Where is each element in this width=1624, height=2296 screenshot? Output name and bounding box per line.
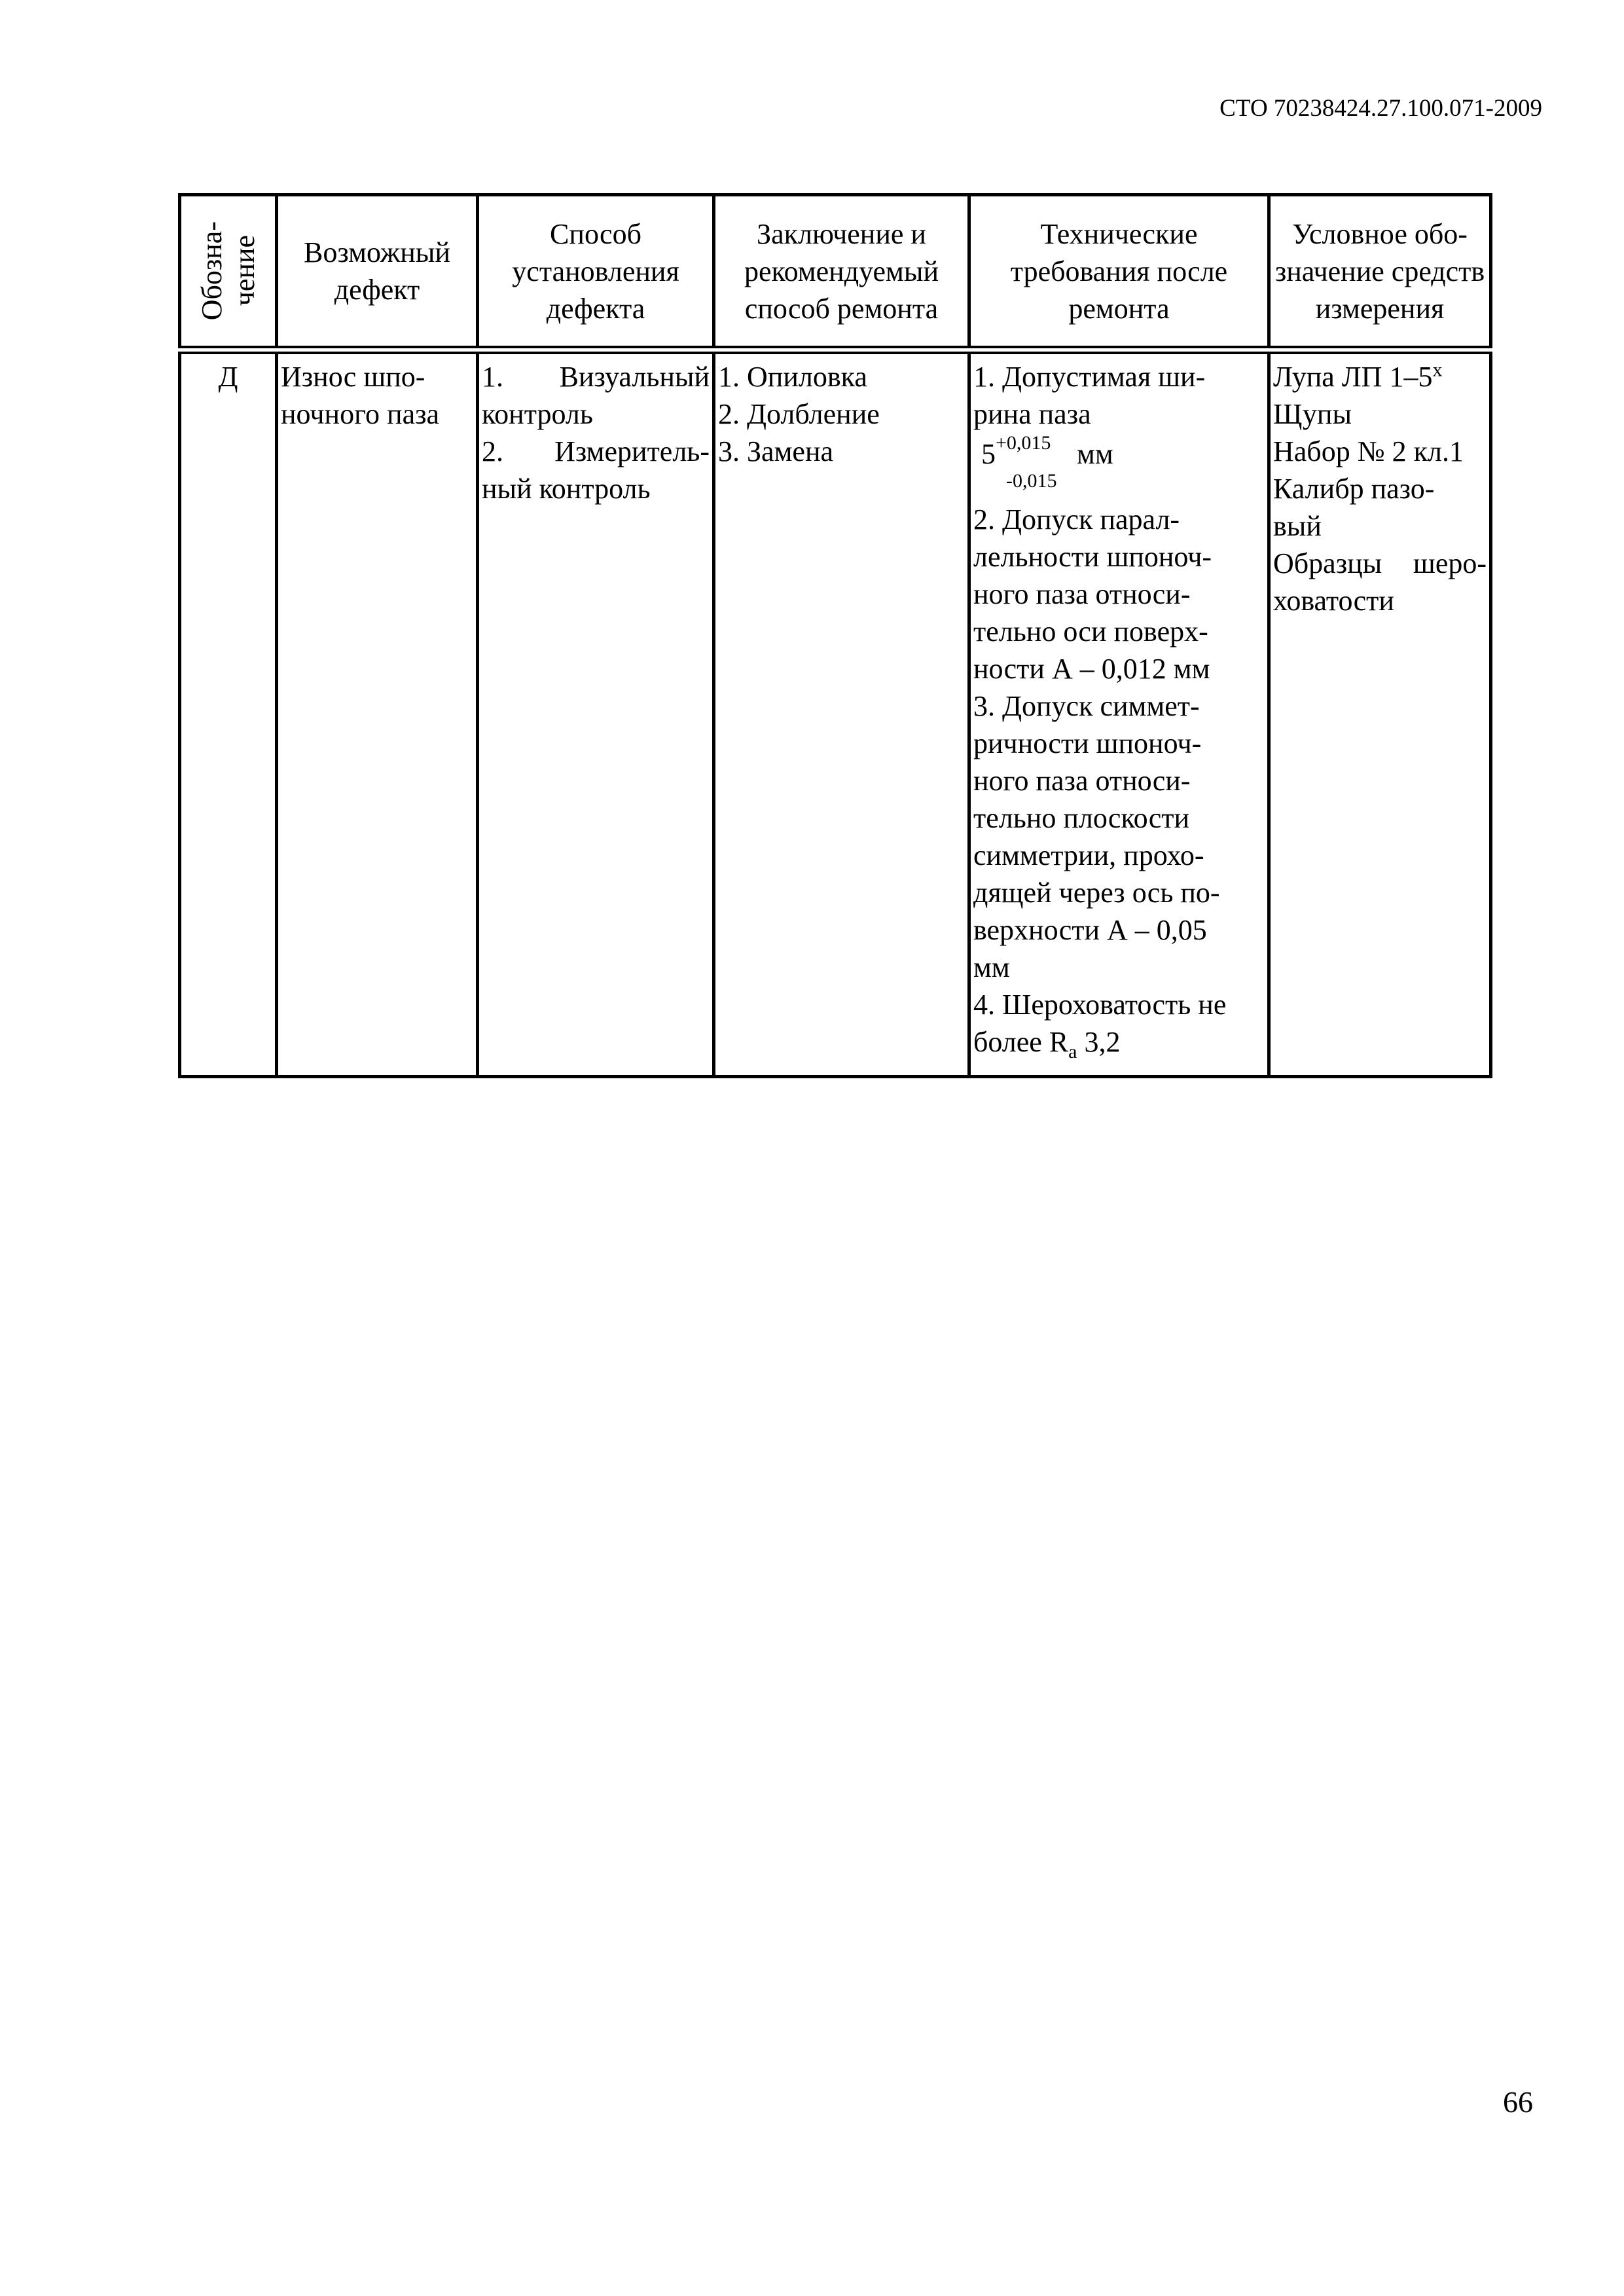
column-header-code: Обозна- чение [180,195,277,350]
document-code: СТО 70238424.27.100.071-2009 [1219,95,1542,122]
cell-instruments: Лупа ЛП $1-5^х$ Щупы Набор № 2 кл.1 Калибр пазо- вый Образцы шеро- ховатости [1269,350,1491,1077]
table-header-row [180,195,1491,350]
cell-defect: Износ шпо- ночного паза [277,350,478,1077]
cell-detection: 1. Визуальный контроль 2. Измеритель- ный контроль [478,350,714,1077]
defects-table [178,193,1492,1078]
column-header-remedy: Заключение и рекомендуемый способ ремонта [714,195,969,350]
table-row [180,350,1491,1077]
cell-requirements: 1. Допустимая ши- рина паза 5 +0,015 -0,015 мм 2. Допуск парал- лельности шпоноч- ного паза относи- тельно оси поверх- ности А – 0,012 мм 3. Допуск симмет- ричности шпоноч- ного паза относи- тельно плоскости симметрии, прохо- дящей через ось по- верхности А – 0,05 мм 4. Шероховатость не более $R_a$ 3,2 [969,350,1269,1077]
column-header-requirements: Технические требования после ремонта [969,195,1269,350]
roughness-line: более $R_a$ 3,2 [973,1026,1121,1063]
column-header-detection: Способ установления дефекта [478,195,714,350]
column-header-instruments: Условное обо-значение средств измерения [1269,195,1491,350]
cell-remedy: 1. Опиловка 2. Долбление 3. Замена [714,350,969,1077]
page-number: 66 [1503,2085,1533,2119]
column-header-defect: Возможный дефект [277,195,478,350]
width-tolerance: 5 +0,015 -0,015 мм [981,432,1113,492]
cell-code: Д [180,350,277,1077]
